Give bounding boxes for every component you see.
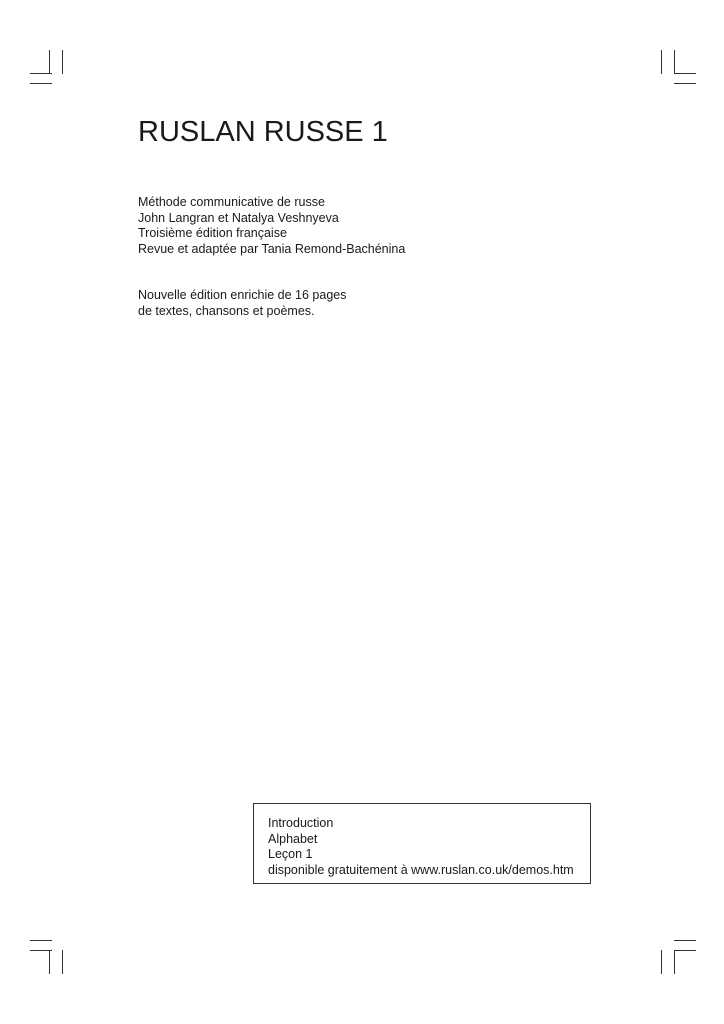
book-title: RUSLAN RUSSE 1 [138,116,388,148]
crop-mark-top-left-vertical-inner [49,50,50,74]
free-item-alphabet: Alphabet [268,831,318,846]
credit-line-method: Méthode communicative de russe [138,195,325,209]
credits-block [138,195,405,257]
free-item-introduction: Introduction [268,816,334,830]
crop-mark-top-left-horizontal-upper [30,73,52,74]
credit-line-edition: Troisième édition française [138,226,287,240]
crop-mark-top-left-vertical-outer [62,50,63,74]
free-item-lesson-1: Leçon 1 [268,847,313,861]
free-availability-line: disponible gratuitement à www.ruslan.co.uk/demos.htm [268,862,574,877]
edition-notice [138,288,346,319]
credit-line-adaptation: Revue et adaptée par Tania Remond-Bachénina [138,241,406,256]
crop-mark-bottom-left-horizontal-upper [30,940,52,941]
notice-line-2: de textes, chansons et poèmes. [138,303,315,318]
crop-mark-bottom-right-horizontal-lower [674,950,696,951]
crop-mark-bottom-right-horizontal-upper [674,940,696,941]
crop-mark-top-right-horizontal-lower [674,83,696,84]
crop-mark-bottom-right-vertical-inner [674,950,675,974]
crop-mark-bottom-left-vertical-outer [62,950,63,974]
crop-mark-top-right-vertical-outer [661,50,662,74]
crop-mark-top-right-horizontal-upper [674,73,696,74]
free-content-box [253,803,591,884]
credit-line-authors: John Langran et Natalya Veshnyeva [138,210,339,225]
crop-mark-bottom-left-vertical-inner [49,950,50,974]
crop-mark-top-left-horizontal-lower [30,83,52,84]
notice-line-1: Nouvelle édition enrichie de 16 pages [138,288,347,302]
crop-mark-bottom-right-vertical-outer [661,950,662,974]
crop-mark-top-right-vertical-inner [674,50,675,74]
